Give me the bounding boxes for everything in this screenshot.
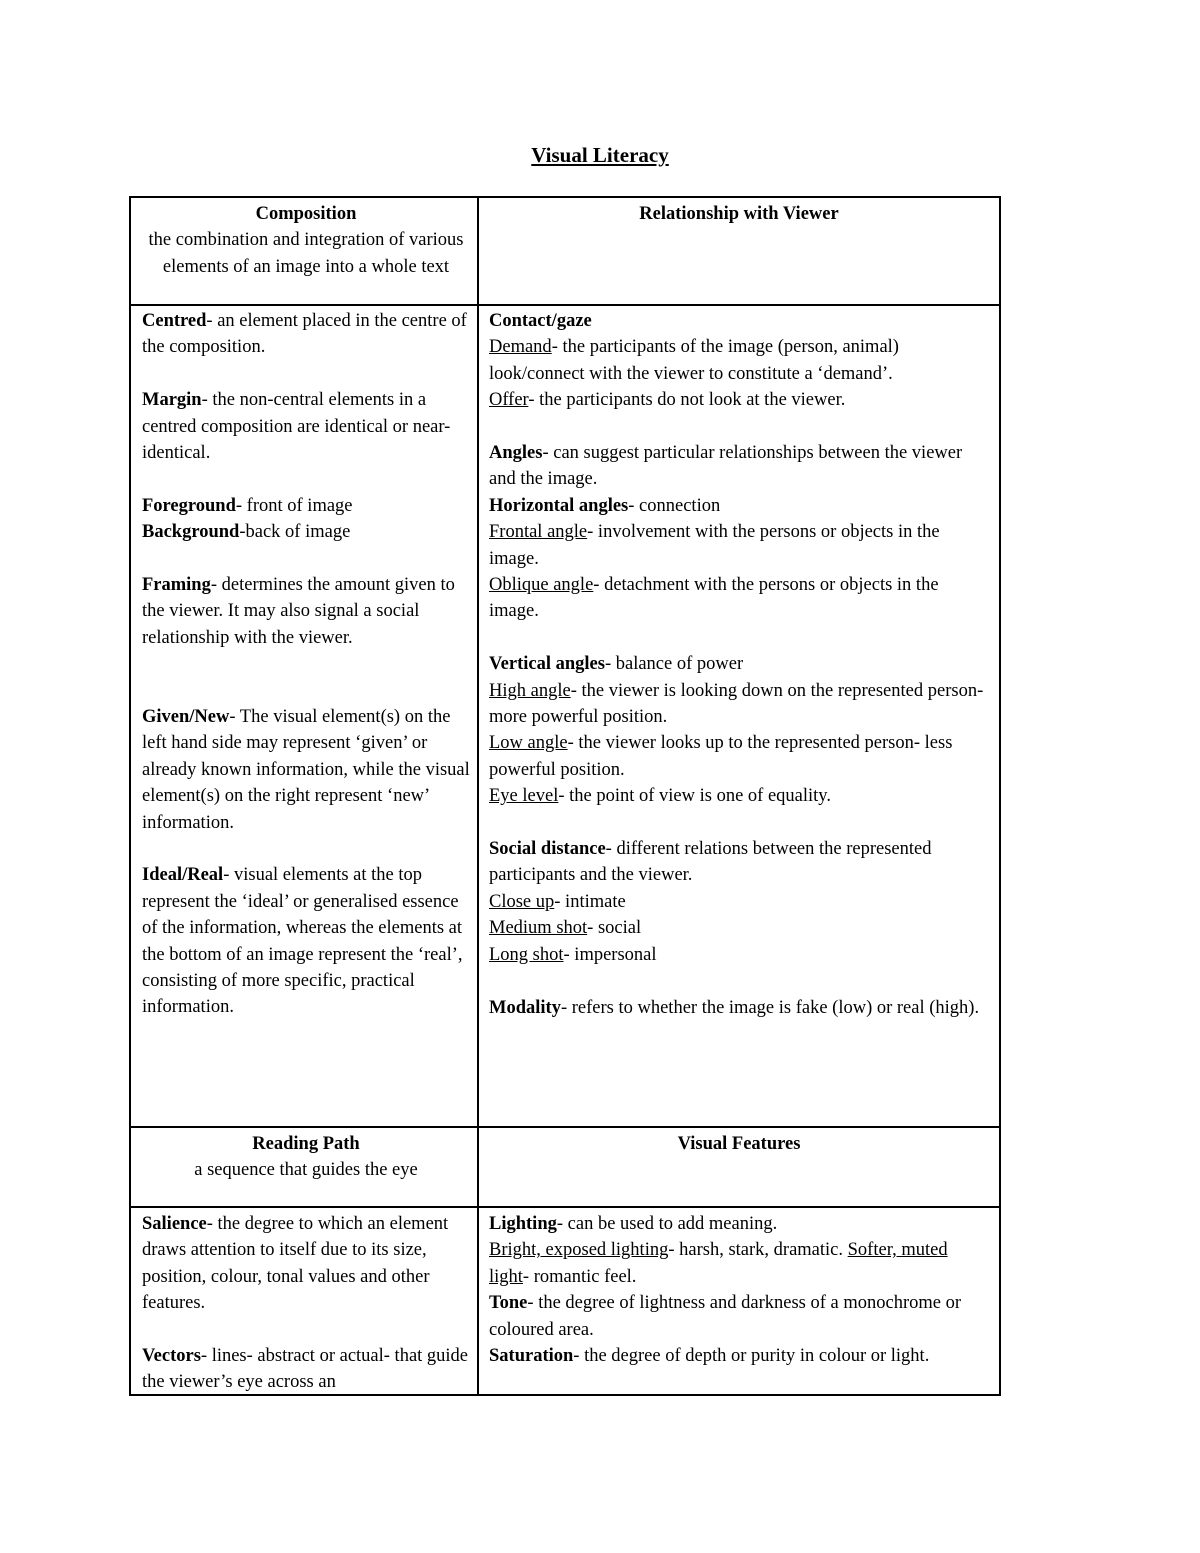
demand-entry (489, 334, 989, 387)
medium-shot-text: - social (587, 918, 642, 939)
frontal-angle-term: Frontal angle (489, 522, 588, 543)
vectors-text: - lines- abstract or actual- that guide the viewer’s eye across an (142, 1346, 469, 1393)
given-new-entry (142, 704, 470, 836)
composition-definition: the combination and integration of various elements of an image into a whole text (148, 230, 464, 277)
tone-text: - the degree of lightness and darkness of a monochrome or coloured area. (489, 1293, 961, 1340)
medium-shot-entry (489, 915, 989, 941)
high-angle-term: High angle (489, 680, 571, 701)
modality-text: - refers to whether the image is fake (low) or real (high). (560, 997, 980, 1018)
vertical-angles-entry (489, 651, 989, 677)
lighting-text: - can be used to add meaning. (556, 1214, 778, 1234)
social-distance-term: Social distance (489, 839, 606, 860)
tone-entry (489, 1290, 989, 1343)
vertical-angles-text: - balance of power (604, 654, 744, 675)
salience-entry (142, 1211, 470, 1317)
saturation-term: Saturation (489, 1346, 574, 1367)
oblique-angle-text: - detachment with the persons or objects in the image. (489, 575, 939, 622)
bright-lighting-text: - harsh, stark, dramatic. (668, 1240, 848, 1261)
contact-gaze-heading: Contact/gaze (489, 311, 592, 331)
social-distance-entry (489, 836, 989, 889)
low-angle-term: Low angle (489, 733, 568, 754)
frontal-angle-text: - involvement with the persons or objects in the image. (489, 522, 940, 569)
centred-text: - an element placed in the centre of the composition. (142, 311, 467, 358)
centred-term: Centred (142, 311, 207, 331)
medium-shot-term: Medium shot (489, 918, 588, 939)
softer-light-text: - romantic feel. (522, 1266, 637, 1287)
offer-text: - the participants do not look at the viewer. (528, 390, 846, 411)
row-divider (131, 1126, 999, 1128)
lighting-entry (489, 1211, 989, 1237)
modality-entry (489, 995, 989, 1021)
oblique-angle-term: Oblique angle (489, 575, 594, 596)
saturation-entry (489, 1343, 989, 1369)
given-new-text: - The visual element(s) on the left hand side may represent ‘given’ or already known information, while the visual element(s) on the right represent ‘new’ information. (142, 707, 470, 833)
margin-entry (142, 387, 470, 466)
angles-text: - can suggest particular relationships between the viewer and the image. (489, 443, 963, 490)
framing-text: - determines the amount given to the viewer. It may also signal a social relationship with the viewer. (142, 575, 455, 648)
reading-path-heading: Reading Path (252, 1134, 360, 1154)
relationship-header-cell (489, 201, 989, 227)
composition-header-cell (142, 201, 470, 280)
visual-features-heading: Visual Features (677, 1134, 801, 1154)
demand-term: Demand (489, 337, 552, 358)
bright-lighting-entry (489, 1237, 989, 1290)
ideal-real-term: Ideal/Real (142, 865, 224, 886)
long-shot-text: - impersonal (563, 944, 657, 965)
visual-literacy-table (129, 196, 1001, 1396)
demand-text: - the participants of the image (person, animal) look/connect with the viewer to constitute a ‘demand’. (489, 337, 899, 384)
given-new-term: Given/New (142, 707, 230, 728)
close-up-term: Close up (489, 891, 555, 912)
framing-term: Framing (142, 575, 211, 596)
margin-term: Margin (142, 390, 202, 411)
margin-text: - the non-central elements in a centred composition are identical or near-identical. (142, 390, 451, 464)
centred-entry (142, 308, 470, 361)
salience-text: - the degree to which an element draws attention to itself due to its size, position, colour, tonal values and other features. (142, 1214, 449, 1314)
background-term: Background (142, 522, 240, 543)
oblique-angle-entry (489, 572, 989, 625)
reading-path-header-cell (142, 1131, 470, 1184)
foreground-text: - front of image (235, 495, 353, 516)
page-title: Visual Literacy (531, 143, 669, 167)
salience-term: Salience (142, 1214, 207, 1234)
saturation-text: - the degree of depth or purity in colour or light. (573, 1346, 930, 1367)
composition-heading: Composition (255, 204, 357, 224)
row-divider (131, 304, 999, 306)
modality-term: Modality (489, 997, 561, 1018)
foreground-term: Foreground (142, 495, 236, 516)
background-entry (142, 519, 470, 545)
row-divider (131, 1206, 999, 1208)
composition-content-cell (142, 308, 470, 1021)
high-angle-entry (489, 678, 989, 731)
close-up-entry (489, 889, 989, 915)
close-up-text: - intimate (554, 891, 626, 912)
visual-features-header-cell (489, 1131, 989, 1157)
angles-term: Angles (489, 443, 543, 464)
vectors-entry (142, 1343, 470, 1396)
vertical-angles-term: Vertical angles (489, 654, 605, 675)
offer-entry (489, 387, 989, 413)
visual-features-content-cell (489, 1211, 989, 1369)
horizontal-angles-term: Horizontal angles (489, 495, 629, 516)
ideal-real-entry (142, 862, 470, 1020)
horizontal-angles-text: - connection (628, 495, 721, 516)
angles-entry (489, 440, 989, 493)
lighting-term: Lighting (489, 1214, 557, 1234)
relationship-heading: Relationship with Viewer (639, 204, 839, 224)
column-divider (477, 198, 479, 1394)
tone-term: Tone (489, 1293, 528, 1314)
social-distance-text: - different relations between the represented participants and the viewer. (489, 839, 932, 886)
reading-path-definition: a sequence that guides the eye (194, 1160, 418, 1181)
frontal-angle-entry (489, 519, 989, 572)
foreground-entry (142, 493, 470, 519)
long-shot-term: Long shot (489, 944, 564, 965)
framing-entry (142, 572, 470, 651)
eye-level-entry (489, 783, 989, 809)
low-angle-text: - the viewer looks up to the represented person- less powerful position. (489, 733, 953, 780)
vectors-term: Vectors (142, 1346, 201, 1367)
eye-level-term: Eye level (489, 786, 559, 807)
horizontal-angles-entry (489, 493, 989, 519)
low-angle-entry (489, 730, 989, 783)
softer-light-term: Softer, muted light (489, 1240, 948, 1287)
offer-term: Offer (489, 390, 529, 411)
bright-lighting-term: Bright, exposed lighting (489, 1240, 669, 1261)
background-text: -back of image (239, 522, 351, 543)
eye-level-text: - the point of view is one of equality. (558, 786, 831, 807)
long-shot-entry (489, 942, 989, 968)
ideal-real-text: - visual elements at the top represent the ‘ideal’ or generalised essence of the information, whereas the elements at the bottom of an image represent the ‘real’, consisting of more specific, practical information. (142, 865, 463, 1018)
high-angle-text: - the viewer is looking down on the represented person- more powerful position. (489, 680, 984, 728)
reading-path-content-cell (142, 1211, 470, 1396)
relationship-content-cell (489, 308, 989, 1021)
